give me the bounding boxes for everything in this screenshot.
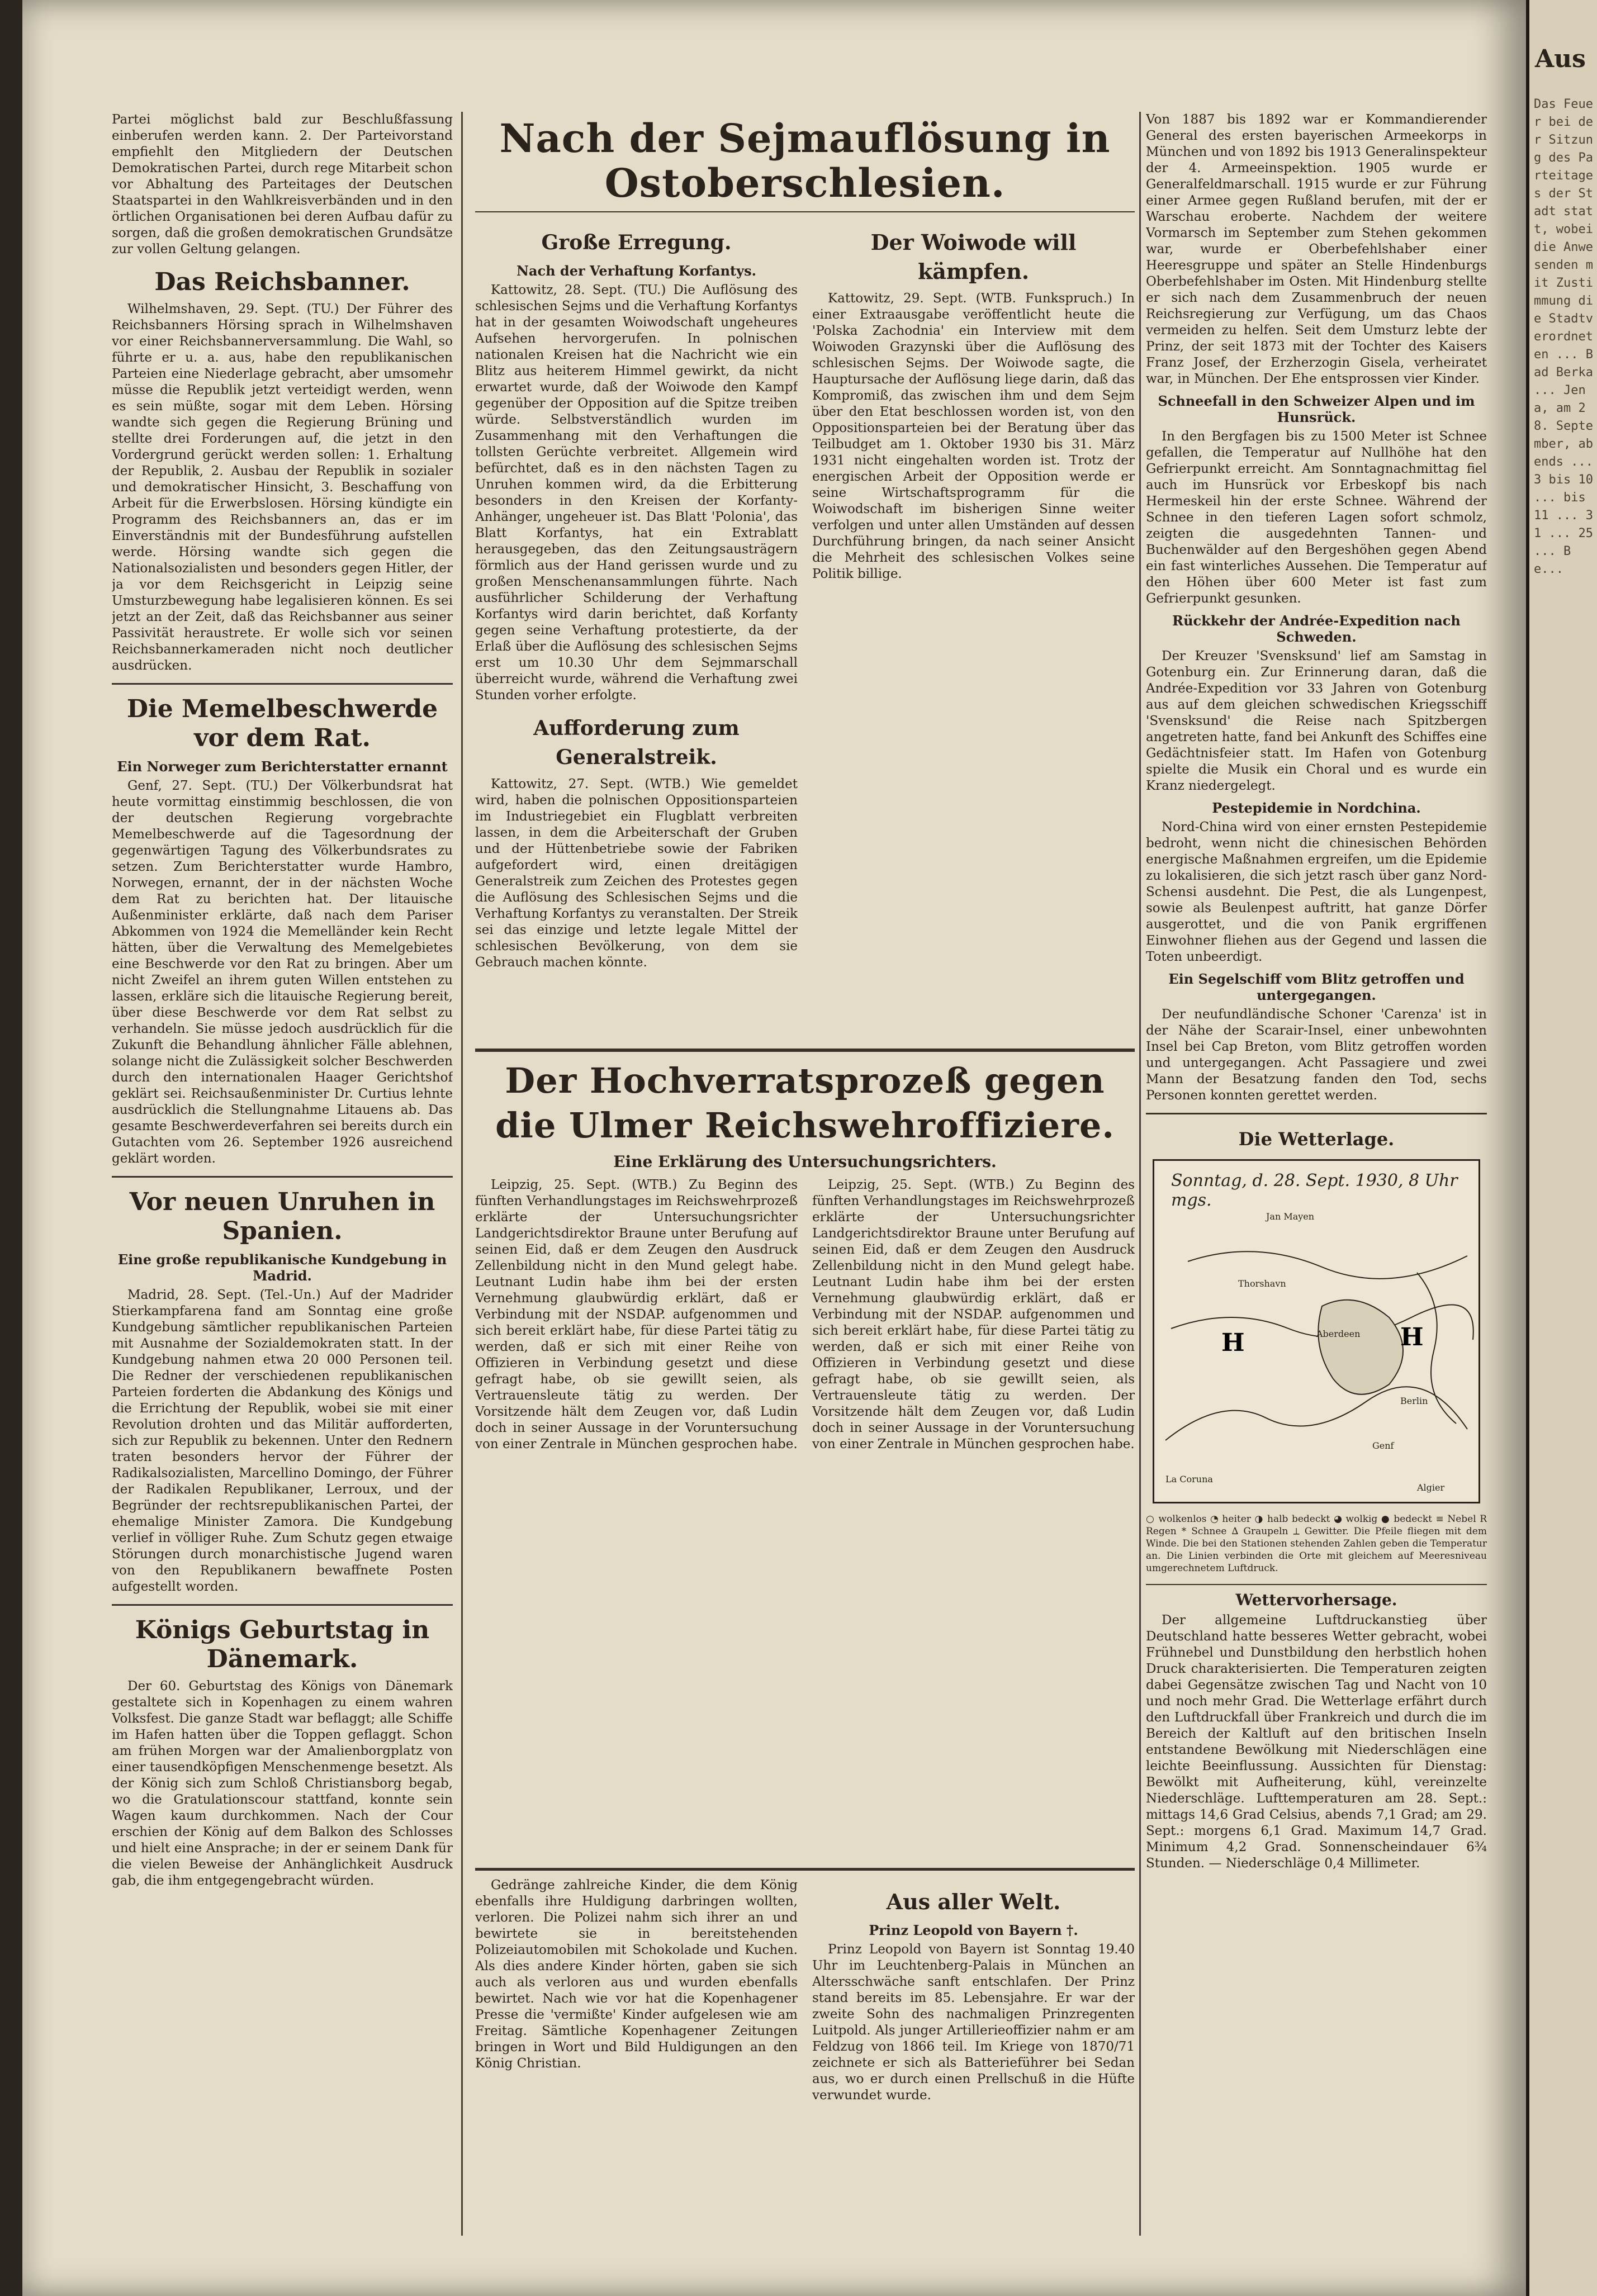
divider (1146, 1584, 1487, 1585)
subheadline-schnee: Schneefall in den Schweizer Alpen und im Hunsrück. (1158, 393, 1475, 425)
adjacent-page-heading: Aus (1535, 45, 1586, 73)
article-woiwode-text: Kattowitz, 29. Sept. (WTB. Funkspruch.) In einer Extraausgabe veröffentlicht heute die 'Polska Zachodnia' ein Interview mit dem Woiwoden Grazynski über die Auflösung des schlesischen Sejms. Der Woiwode sagte, die Hauptursache der Auflösung liege darin, daß das Kompromiß, das zwischen ihm und dem Sejm über den Etat beschlossen worden ist, von den Oppositionsparteien bei der Beratung über das Teilbudget am 1. Oktober 1930 bis 31. März 1931 nicht eingehalten worden ist. Trotz der energischen Arbeit der Opposition werde er seine Wirtschaftsprogramm für die Woiwodschaft im bisherigen Sinne weiter verfolgen und unter allen Umständen auf dessen Durchführung bringen, da nach seiner Ansicht die Mehrheit des schlesischen Volkes seine Politik billige. (812, 291, 1135, 581)
headline-memel: Die Memelbeschwerde vor dem Rat. (126, 695, 438, 752)
divider (1146, 1113, 1487, 1114)
article-ulm-text: Leipzig, 25. Sept. (WTB.) Zu Beginn des fünften Verhandlungstages im Reichswehrprozeß erklärte der Untersuchungsrichter Landgerichtsdirektor Braune unter Berufung auf seinen Eid, daß er dem Zeugen den Ausdruck Zellenbildung nicht in den Mund gelegt habe. Leutnant Ludin habe ihm bei der ersten Vernehmung glaubwürdig erklärt, daß er Verbindung mit der NSDAP. aufgenommen und sich bereit erklärt habe, für diese Partei tätig zu werden, daß er sich mit einer Reihe von Offizieren in Verbindung gesetzt und diese gefragt habe, ob sie gewillt seien, als Vertrauensleute tätig zu werden. Der Vorsitzende hält dem Zeugen vor, daß Ludin doch in seiner Aussage in der Voruntersuchung von einer Zentrale in München gesprochen habe. (475, 1178, 798, 1451)
article-erregung-text: Kattowitz, 28. Sept. (TU.) Die Auflösung des schlesischen Sejms und die Verhaftung Korfantys hat in der gesamten Woiwodschaft ungeheures Aufsehen hervorgerufen. In polnischen nationalen Kreisen hat die Nachricht wie ein Blitz aus heiterem Himmel gewirkt, da nicht erwartet wurde, daß der Woiwode den Kampf gegenüber der Opposition auf die Spitze treiben würde. Selbstverständlich wurden im Zusammenhang mit den Verhaftungen die tollsten Gerüchte verbreitet. Allgemein wird befürchtet, daß es in den nächsten Tagen zu Unruhen kommen wird, da die Erbitterung besonders in den Kreisen der Korfanty-Anhänger, ungeheuer ist. Das Blatt 'Polonia', das Blatt Korfantys, hat ein Extrablatt herausgegeben, das den Zeitungsausträgern förmlich aus der Hand gerissen wurde und zu großen Menschenansammlungen führte. Nach ausführlicher Schilderung der Verhaftung Korfantys wird darin berichtet, daß Korfanty gegen seine Verhaftung protestierte, da der Erlaß über die Auflösung des schlesischen Sejms erst um 10.30 Uhr dem Sejmmarschall überreicht wurde, während die Verhaftung zwei Stunden vorher erfolgte. (475, 283, 798, 703)
article-leopold-text: Prinz Leopold von Bayern ist Sonntag 19.40 Uhr im Leuchtenberg-Palais in München an Altersschwäche sanft entschlafen. Der Prinz stand bereits im 85. Lebensjahre. Er war der zweite Sohn des nachmaligen Prinzregenten Luitpold. Als junger Artillerieoffizier nahm er am Feldzug von 1866 teil. Im Kriege von 1870/71 zeichnete er sich als Batterieführer bei Sedan aus, wo er durch einen Prellschuß in die Hüfte verwundet wurde. (812, 1942, 1135, 2103)
article-ulm-text-cont: Leipzig, 25. Sept. (WTB.) Zu Beginn des fünften Verhandlungstages im Reichswehrprozeß erklärte der Untersuchungsrichter Landgerichtsdirektor Braune unter Berufung auf seinen Eid, daß er dem Zeugen den Ausdruck Zellenbildung nicht in den Mund gelegt habe. Leutnant Ludin habe ihm bei der ersten Vernehmung glaubwürdig erklärt, daß er Verbindung mit der NSDAP. aufgenommen und sich bereit erklärt habe, für diese Partei tätig zu werden, daß er sich mit einer Reihe von Offizieren in Verbindung gesetzt und diese gefragt habe, ob sie gewillt seien, als Vertrauensleute tätig zu werden. Der Vorsitzende hält dem Zeugen vor, daß Ludin doch in seiner Aussage in der Voruntersuchung von einer Zentrale in München gesprochen habe. (812, 1178, 1135, 1451)
headline-woiwode: Der Woiwode will kämpfen. (870, 230, 1077, 284)
article-spanien-text: Madrid, 28. Sept. (Tel.-Un.) Auf der Madrider Stierkampfarena fand am Sonntag eine große Kundgebung sämtlicher republikanischen Parteien mit Ausnahme der Sozialdemokraten statt. In der Kundgebung nahmen etwa 20 000 Personen teil. Die Redner der verschiedenen republikanischen Parteien forderten die Abdankung des Königs und die Errichtung der Republik, wobei sie mit einer Revolution drohten und das Militär aufforderten, sich zur Republik zu bekennen. Unter den Rednern traten besonders hervor der Führer der Radikalsozialisten, Marcellino Domingo, der Führer der Radikalen Republikaner, Lerroux, und der Begründer der rechtsrepublikanischen Partei, der ehemalige Minister Zamora. Die Kundgebung verlief in völliger Ruhe. Zum Schutz gegen etwaige Störungen durch monarchistische Jugend waren von den Republikanern bewaffnete Posten aufgestellt worden. (112, 1288, 453, 1594)
map-label-aberdeen: Aberdeen (1316, 1329, 1361, 1339)
subheadline-erregung: Nach der Verhaftung Korfantys. (516, 263, 756, 279)
headline-aus-aller-welt: Aus aller Welt. (886, 1889, 1061, 1914)
article-generalstreik-text: Kattowitz, 27. Sept. (WTB.) Wie gemeldet wird, haben die polnischen Oppositionsparteien im Industriegebiet ein Flugblatt verbreiten lassen, in dem die Arbeiterschaft der Gruben und der Hüttenbetriebe sowie der Fabriken aufgefordert wird, einen dreitägigen Generalstreik zum Zeichen des Protestes gegen die Auflösung des Schlesischen Sejms und die Verhaftung Korfantys zu veranstalten. Der Streik sei das einzige und letzte legale Mittel der schlesischen Bevölkerung, von dem sie Gebrauch machen könnte. (475, 777, 798, 970)
headline-wettervorhersage: Wettervorhersage. (1235, 1591, 1397, 1609)
map-label-berlin: Berlin (1400, 1396, 1428, 1406)
divider (112, 683, 453, 685)
article-daenemark-text: Der 60. Geburtstag des Königs von Dänemark gestaltete sich in Kopenhagen zu einem wahren Volksfest. Die ganze Stadt war beflaggt; alle Schiffe im Hafen hatten über die Toppen geflaggt. Schon am frühen Morgen war der Amalienborgplatz von einer tausendköpfigen Menschenmenge besetzt. Als der König sich zum Schloß Christiansborg begab, wo die Gratulationscour stattfand, konnte sein Wagen kaum durchkommen. Nach der Cour erschien der König auf dem Balkon des Schlosses und hielt eine Ansprache; in der er seinem Dank für die vielen Beweise der Anhänglichkeit Ausdruck gab, die ihm entgegengebracht würden. (112, 1679, 453, 1888)
headline-daenemark: Königs Geburtstag in Dänemark. (135, 1616, 430, 1673)
map-label-algier: Algier (1417, 1482, 1445, 1493)
adjacent-page-text: Das Feuer bei der Sitzung des Parteitages der Stadt statt, wobei die Anwesenden mit Zustimmung die Stadtverordneten ... Bad Berka ... Jena, am 28. September, abends ... 3 bis 10 ... bis 11 ... 31 ... 25 ... Be... (1534, 97, 1593, 576)
headline-wetterlage: Die Wetterlage. (1238, 1128, 1395, 1150)
high-pressure-label: H (1221, 1329, 1245, 1357)
article-blitz-text: Der neufundländische Schoner 'Carenza' ist in der Nähe der Scarair-Insel, einer unbewohnten Insel bei Cap Breton, vom Blitz getroffen worden und untergegangen. Acht Passagiere und zwei Mann der Besatzung fanden den Tod, sechs Personen konnten gerettet werden. (1146, 1007, 1487, 1103)
subheadline-spanien: Eine große republikanische Kundgebung in Madrid. (117, 1251, 447, 1284)
divider (112, 1604, 453, 1606)
article-reichsbanner-text: Wilhelmshaven, 29. Sept. (TU.) Der Führer des Reichsbanners Hörsing sprach in Wilhelmshaven vor einer Reichsbannerversammlung. Die Wahl, so führte er u. a. aus, habe den republikanischen Parteien eine Niederlage gebracht, aber umsomehr müsse die Republik jetzt verteidigt werden, wenn es sein müßte, sogar mit dem Leben. Hörsing wandte sich gegen die Regierung Brüning und stellte drei Forderungen auf, die jetzt in den Vordergrund gerückt werden sollen: 1. Erhaltung der Republik, 2. Ausbau der Republik in sozialer und demokratischer Hinsicht, 3. Beschaffung von Arbeit für die Erwerbslosen. Hörsing kündigte ein Programm des Reichsbanners an, das er im Einverständnis mit der Bundesführung aufstellen werde. Hörsing wandte sich gegen die Nationalsozialisten und besonders gegen Hitler, der ja vor dem Reichsgericht in Leipzig seine Umsturzbewegung habe legalisieren können. Es sei jetzt an der Zeit, daß das Reichsbanner aus seiner Passivität heraustrete. Er wolle sich vor seinen Reichsbannerkameraden nicht noch deutlicher ausdrücken. (112, 302, 453, 673)
article-memel-text: Genf, 27. Sept. (TU.) Der Völkerbundsrat hat heute vormittag einstimmig beschlossen, die von der deutschen Regierung vorgebrachte Memelbeschwerde auf die Tagesordnung der gegenwärtigen Tagung des Völkerbundsrates zu setzen. Zum Berichterstatter wurde Hambro, Norwegen, ernannt, der in der nächsten Woche dem Rat zu berichten hat. Der litauische Außenminister erklärte, daß nach dem Pariser Abkommen von 1924 die Memelländer kein Recht hätten, über die Verwaltung des Memelgebietes eine Beschwerde vor den Rat zu bringen. Aber um nicht Zweifel an ihrem guten Willen entstehen zu lassen, erkläre sich die litauische Regierung bereit, über diese Beschwerde vor dem Rat selbst zu verhandeln. Sie müsse jedoch ausdrücklich für die Zukunft die Behandlung ähnlicher Fälle ablehnen, solange nicht die Zulässigkeit solcher Beschwerden durch den internationalen Haager Gerichtshof geklärt sei. Reichsaußenminister Dr. Curtius lehnte ausdrücklich die Stellungnahme Litauens ab. Das gesamte Beschwerdeverfahren sei bereits durch ein Gutachten vom 26. September 1926 ausreichend geklärt worden. (112, 779, 453, 1166)
divider (475, 211, 1135, 212)
bottom-subcolumns (475, 1877, 1135, 2107)
subheadline-pest: Pestepidemie in Nordchina. (1212, 800, 1421, 816)
column-rule (1139, 112, 1141, 2236)
article-leopold-cont-text: Von 1887 bis 1892 war er Kommandierender General des ersten bayerischen Armeekorps in München und von 1892 bis 1913 Generalinspekteur der 4. Armeeinspektion. 1905 wurde er Generalfeldmarschall. 1915 wurde er zur Führung einer Armee gegen Rußland berufen, mit der er Warschau eroberte. Nachdem der weitere Vormarsch im September zum Stehen gekommen war, wurde er Oberbefehlshaber einer Heeresgruppe und später an Stelle Hindenburgs Oberbefehlshaber im Osten. Mit Hindenburg stellte er sich nach dem Zusammenbruch der neuen Reichsregierung zur Verfügung, um das Chaos vermeiden zu helfen. Seit dem Umsturz lebte der Prinz, der seit 1873 mit der Tochter des Kaisers Franz Josef, der Erzherzogin Gisela, verheiratet war, in München. Der Ehe entsprossen vier Kinder. (1146, 112, 1487, 386)
subheadline-andree: Rückkehr der Andrée-Expedition nach Schweden. (1172, 613, 1461, 645)
article-wettervorhersage-text: Der allgemeine Luftdruckanstieg über Deutschland hatte besseres Wetter gebracht, wobei Frühnebel und Dunstbildung den herbstlich hohen Druck charakterisierten. Die Temperaturen zeigten dabei Gegensätze zwischen Tag und Nacht von 10 und noch mehr Grad. Die Wetterlage erfährt durch den Luftdruckfall über Frankreich und durch die im Bereich der Kaltluft auf den britischen Inseln entstandene Bewölkung mit Niederschlägen eine leichte Beeinflussung. Aussichten für Dienstag: Bewölkt mit Aufheiterung, kühl, vereinzelte Niederschläge. Lufttemperaturen am 28. Sept.: mittags 14,6 Grad Celsius, abends 7,1 Grad; am 29. Sept.: morgens 6,1 Grad. Maximum 14,7 Grad. Minimum 4,2 Grad. Sonnenscheindauer 6¾ Stunden. — Niederschläge 0,4 Millimeter. (1146, 1613, 1487, 1871)
column-rule (461, 112, 463, 2236)
article-koenig-cont-text: Gedränge zahlreiche Kinder, die dem König ebenfalls ihre Huldigung darbringen wollten, verloren. Die Polizei nahm sich ihrer an und bewirtete sie in bereitstehenden Polizeiautomobilen mit Schokolade und Kuchen. Als dies andere Kinder hörten, gaben sie sich auch als verloren aus und wurden ebenfalls bewirtet. Nach wie vor hat die Kopenhagener Presse die 'vermißte' Kinder aufgelesen wie am Freitag. Sämtliche Kopenhagener Zeitungen bringen in Wort und Bild Huldigungen an den König Christian. (475, 1878, 798, 2071)
headline-generalstreik: Aufforderung zum Generalstreik. (533, 717, 740, 769)
adjacent-page-edge (1526, 0, 1597, 2296)
article-andree-text: Der Kreuzer 'Svensksund' lief am Samstag in Gotenburg ein. Zur Erinnerung daran, daß die Andrée-Expedition vor 33 Jahren von Gotenburg aus auf dem gleichen schwedischen Kriegsschiff 'Svensksund' die Reise nach Spitzbergen angetreten hatte, fand bei Ankunft des Schiffes eine Gedächtnisfeier statt. Im Hafen von Gotenburg spielte die Musik ein Choral und es wurde ein Kranz niedergelegt. (1146, 649, 1487, 793)
column-left (112, 112, 453, 2247)
subheadline-leopold: Prinz Leopold von Bayern †. (869, 1922, 1078, 1938)
column-center (475, 112, 1135, 2247)
newspaper-page (22, 0, 1526, 2296)
article-intro-text: Partei möglichst bald zur Beschlußfassung einberufen werden kann. 2. Der Parteivorstand empfiehlt den Mitgliedern der Deutschen Demokratischen Partei, durch rege Mitarbeit schon vor Abhaltung des Parteitages der Deutschen Staatspartei in den Wahlkreisverbänden und in den örtlichen Organisationen bei deren Aufbau dafür zu sorgen, daß die großen demokratischen Grundsätze zur vollen Geltung gelangen. (112, 112, 453, 257)
subheadline-blitz: Ein Segelschiff vom Blitz getroffen und untergegangen. (1168, 971, 1465, 1003)
headline-spanien: Vor neuen Unruhen in Spanien. (129, 1188, 435, 1245)
divider (112, 1176, 453, 1178)
subheadline-memel: Ein Norweger zum Berichterstatter ernannt (117, 758, 448, 775)
ulm-subcolumns (475, 1177, 1135, 1859)
divider (475, 1049, 1135, 1052)
subheadline-ulm: Eine Erklärung des Untersuchungsrichters. (613, 1152, 997, 1171)
headline-reichsbanner: Das Reichsbanner. (154, 268, 410, 296)
map-label-thorshavn: Thorshavn (1238, 1278, 1286, 1289)
headline-sejm: Nach der Sejmauflösung in Ostoberschlesien. (499, 115, 1111, 206)
divider (475, 1868, 1135, 1871)
map-label-genf: Genf (1372, 1440, 1394, 1451)
article-pest-text: Nord-China wird von einer ernsten Pestepidemie bedroht, wenn nicht die chinesischen Behörden energische Maßnahmen ergreifen, um die Epidemie zu lokalisieren, die sich jetzt rasch über ganz Nord-Schensi ausdehnt. Die Pest, die als Lungenpest, sowie als Beulenpest auftritt, hat ganze Dörfer ausgerottet, und die von Panik ergriffenen Einwohner fliehen aus der Gegend und lassen die Toten unbeerdigt. (1146, 820, 1487, 964)
headline-erregung: Große Erregung. (541, 231, 732, 254)
map-label-la-coruna: La Coruna (1165, 1474, 1213, 1484)
sejm-subcolumns (475, 218, 1135, 1040)
weather-map-legend: ○ wolkenlos ◔ heiter ◑ halb bedeckt ◕ wolkig ● bedeckt ≡ Nebel R Regen * Schnee ∆ Graupeln ⟂ Gewitter. Die Pfeile fliegen mit dem Winde. Die bei den Stationen stehenden Zahlen geben die Temperatur an. Die Linien verbinden die Orte mit gleichem auf Meeresniveau umgerechnetem Luftdruck. (1146, 1514, 1487, 1574)
weather-map-caption: Sonntag, d. 28. Sept. 1930, 8 Uhr mgs. (1171, 1171, 1458, 1210)
headline-ulm: Der Hochverratsprozeß gegen die Ulmer Reichswehroffiziere. (495, 1060, 1115, 1146)
weather-map (1153, 1159, 1480, 1503)
high-pressure-label: H (1400, 1323, 1424, 1351)
column-right (1146, 112, 1487, 2247)
map-label-jan-mayen: Jan Mayen (1266, 1211, 1315, 1222)
article-schnee-text: In den Bergfagen bis zu 1500 Meter ist Schnee gefallen, die Temperatur auf Nullhöhe hat den Gefrierpunkt erreicht. Am Sonntagnachmittag fiel auch im Hunsrück vor Erbeskopf bis nach Hermeskeil hin der erste Schnee. Während der Schnee in den tieferen Lagen sofort schmolz, zeigten die ausgedehnten Tannen- und Buchenwälder auf den Bergeshöhen gegen Abend ein fast winterliches Aussehen. Die Temperatur auf den Höhen über 600 Meter ist fast zum Gefrierpunkt gesunken. (1146, 429, 1487, 606)
